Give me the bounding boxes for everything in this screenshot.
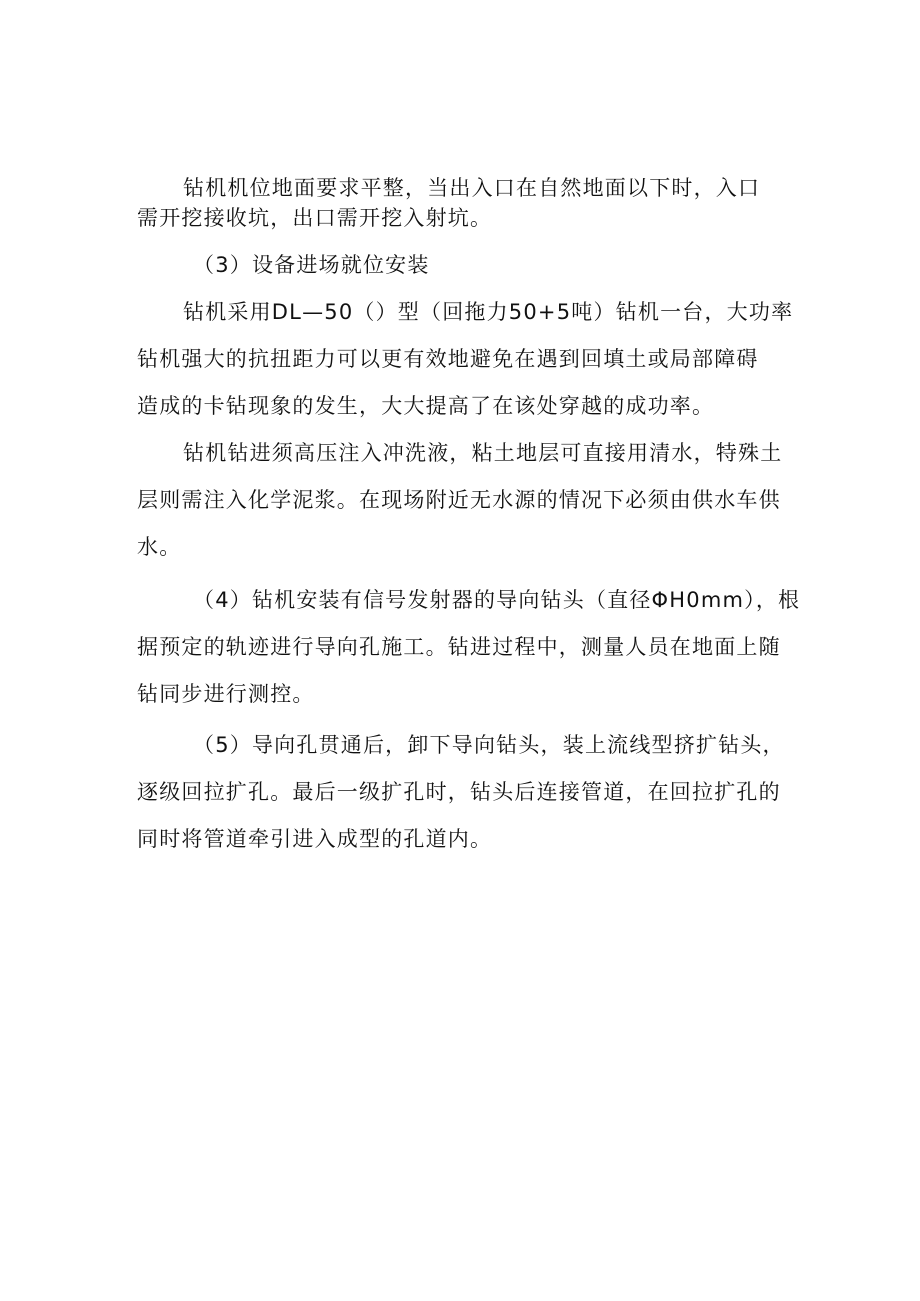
section-heading-3: （3）设备进场就位安装 [193,253,430,277]
paragraph-3-line-1: 钻机采用DL—50（）型（回拖力50+5吨）钻机一台，大功率 [183,300,794,324]
paragraph-1-line-2: 需开挖接收坑，出口需开挖入射坑。 [137,206,493,230]
paragraph-6-line-2: 逐级回拉扩孔。最后一级扩孔时，钻头后连接管道，在回拉扩孔的 [137,780,781,804]
paragraph-3-line-3: 造成的卡钻现象的发生，大大提高了在该处穿越的成功率。 [137,394,715,418]
paragraph-3-line-2: 钻机强大的抗扭距力可以更有效地避免在遇到回填土或局部障碍 [137,347,759,371]
paragraph-5-line-3: 钻同步进行测控。 [137,682,315,706]
paragraph-4-line-2: 层则需注入化学泥浆。在现场附近无水源的情况下必须由供水车供 [137,488,781,512]
paragraph-1-line-1: 钻机机位地面要求平整，当出入口在自然地面以下时，入口 [183,176,761,200]
paragraph-4-line-1: 钻机钻进须高压注入冲洗液，粘土地层可直接用清水，特殊土 [183,441,783,465]
paragraph-5-line-1: （4）钻机安装有信号发射器的导向钻头（直径ΦH0mm），根 [193,588,801,612]
paragraph-4-line-3: 水。 [137,535,182,559]
paragraph-6-line-1: （5）导向孔贯通后，卸下导向钻头，装上流线型挤扩钻头， [193,733,785,757]
paragraph-5-line-2: 据预定的轨迹进行导向孔施工。钻进过程中，测量人员在地面上随 [137,635,781,659]
paragraph-6-line-3: 同时将管道牵引进入成型的孔道内。 [137,827,493,851]
